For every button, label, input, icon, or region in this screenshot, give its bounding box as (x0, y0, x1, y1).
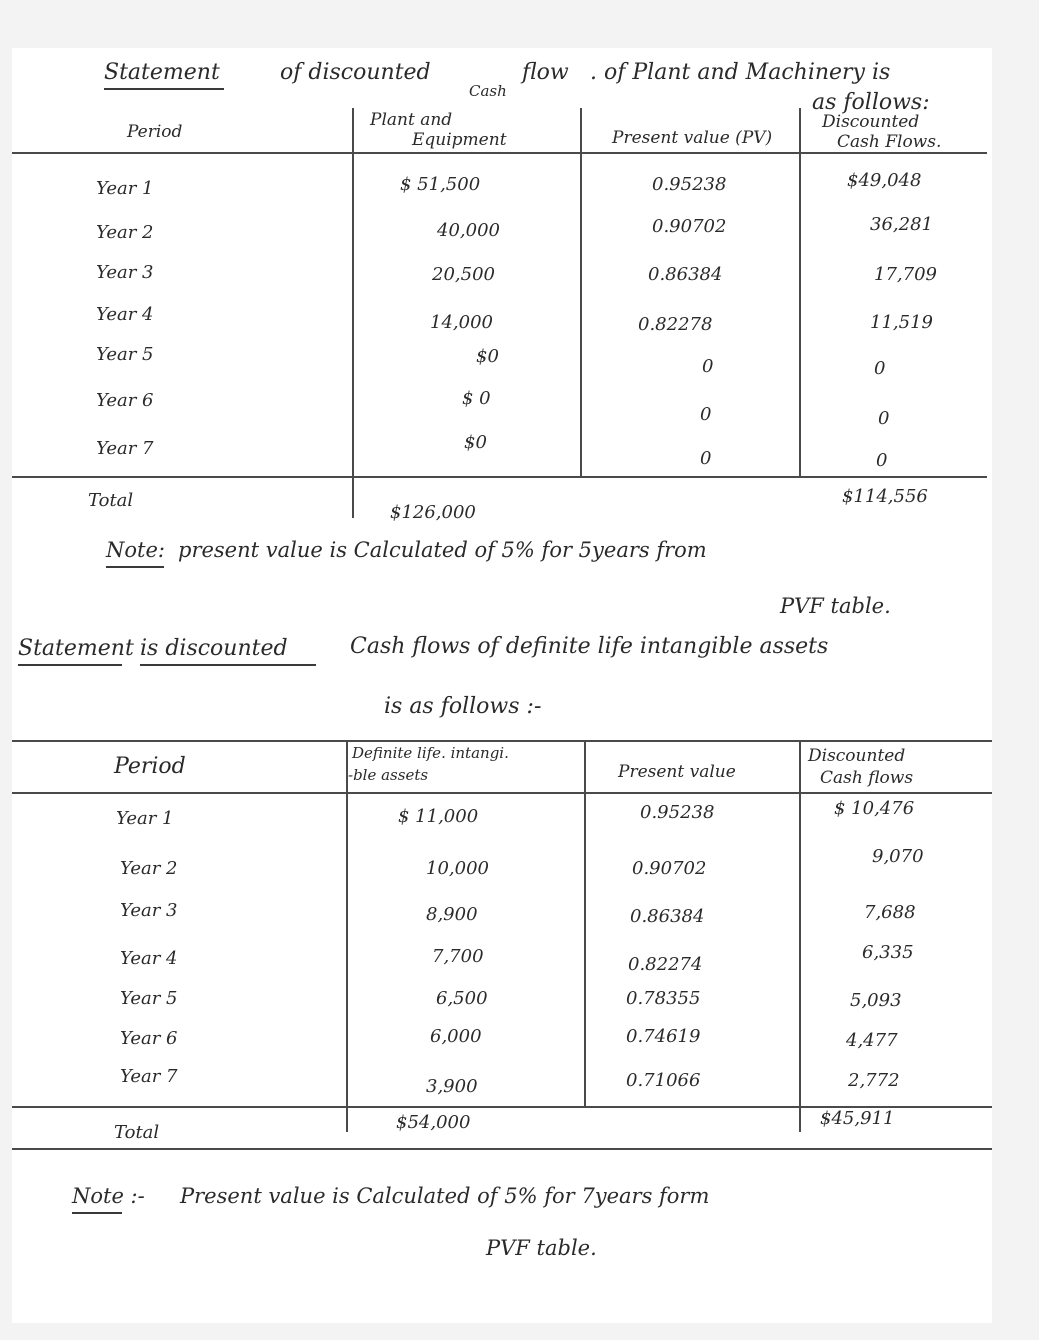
table2-header-rule (12, 792, 992, 794)
heading-underline (140, 664, 316, 666)
table2-bottom-rule (12, 1148, 992, 1150)
table2-cell-pv: 0.90702 (632, 858, 707, 879)
heading-underline (18, 664, 122, 666)
table1-col-discounted-line2: Cash Flows. (837, 132, 942, 152)
table1-heading-subject: . of Plant and Machinery is (590, 60, 891, 85)
table1-cell-amount: 14,000 (430, 312, 493, 333)
table2-column-divider (346, 740, 348, 1132)
table2-col-asset-line2: -ble assets (348, 766, 429, 784)
table2-col-asset-line1: Definite life. intangi. (352, 744, 509, 762)
table1-cell-period: Year 1 (96, 178, 154, 199)
table1-total-amount: $126,000 (390, 502, 476, 523)
table1-cell-discounted: 0 (876, 450, 888, 471)
table2-total-amount: $54,000 (396, 1112, 471, 1133)
table1-cell-period: Year 5 (96, 344, 154, 365)
table1-total-rule (12, 476, 987, 478)
table2-cell-amount: $ 11,000 (398, 806, 479, 827)
table1-note-line2: PVF table. (780, 594, 891, 618)
table1-note-label: Note: (106, 538, 165, 562)
table2-cell-period: Year 2 (120, 858, 178, 879)
table1-cell-discounted: 36,281 (870, 214, 933, 235)
table2-total-discounted: $45,911 (820, 1108, 895, 1129)
table1-heading-discounted: of discounted (280, 60, 431, 85)
table1-col-discounted-line1: Discounted (822, 112, 920, 132)
table2-cell-discounted: 9,070 (872, 846, 924, 867)
table1-cell-period: Year 3 (96, 262, 154, 283)
note-underline (106, 566, 164, 568)
table1-cell-pv: 0 (700, 404, 712, 425)
table1-heading-flow: flow (522, 60, 569, 85)
table1-cell-amount: 40,000 (437, 220, 500, 241)
table1-cell-pv: 0.95238 (652, 174, 727, 195)
table2-cell-pv: 0.86384 (630, 906, 705, 927)
table1-column-divider (799, 108, 801, 478)
table1-col-present-value: Present value (PV) (612, 128, 773, 148)
table2-cell-period: Year 5 (120, 988, 178, 1009)
table1-cell-discounted: 17,709 (874, 264, 937, 285)
table1-column-divider (352, 108, 354, 518)
table2-cell-discounted: 6,335 (862, 942, 914, 963)
table2-cell-discounted: 2,772 (848, 1070, 900, 1091)
table2-cell-amount: 8,900 (426, 904, 478, 925)
table2-heading-word-statement: Statement (18, 636, 134, 661)
table2-cell-period: Year 3 (120, 900, 178, 921)
heading-underline (104, 88, 224, 90)
table2-cell-pv: 0.78355 (626, 988, 701, 1009)
table2-cell-discounted: 4,477 (846, 1030, 898, 1051)
table1-heading-cash: Cash (469, 82, 507, 100)
table1-heading-follows: as follows: (812, 90, 930, 115)
table1-col-period: Period (127, 122, 183, 142)
table2-total-label: Total (114, 1122, 160, 1143)
table1-cell-pv: 0.86384 (648, 264, 723, 285)
table1-note-line1: present value is Calculated of 5% for 5years from (178, 538, 707, 562)
table1-cell-pv: 0.90702 (652, 216, 727, 237)
table2-heading-discounted: is discounted (140, 636, 288, 661)
table2-cell-pv: 0.71066 (626, 1070, 701, 1091)
table1-cell-amount: $ 51,500 (400, 174, 481, 195)
table2-cell-pv: 0.95238 (640, 802, 715, 823)
table2-cell-amount: 10,000 (426, 858, 489, 879)
table2-col-period: Period (114, 754, 186, 779)
table2-note-line2: PVF table. (486, 1236, 597, 1260)
table2-cell-discounted: 7,688 (864, 902, 916, 923)
table2-cell-period: Year 7 (120, 1066, 178, 1087)
table2-cell-amount: 6,000 (430, 1026, 482, 1047)
table2-cell-discounted: $ 10,476 (834, 798, 915, 819)
table1-cell-period: Year 4 (96, 304, 154, 325)
table1-cell-amount: 20,500 (432, 264, 495, 285)
table2-col-discounted-line2: Cash flows (820, 768, 914, 788)
table1-cell-amount: $0 (476, 346, 499, 367)
table1-column-divider (580, 108, 582, 478)
table2-cell-pv: 0.74619 (626, 1026, 701, 1047)
table2-note-label: Note :- (72, 1184, 145, 1208)
table2-note-line1: Present value is Calculated of 5% for 7years form (180, 1184, 710, 1208)
table1-cell-period: Year 2 (96, 222, 154, 243)
table2-cell-amount: 7,700 (432, 946, 484, 967)
table2-column-divider (584, 740, 586, 1108)
table1-cell-pv: 0 (702, 356, 714, 377)
table1-cell-discounted: 0 (878, 408, 890, 429)
table2-cell-period: Year 1 (116, 808, 174, 829)
table1-col-asset-line2: Equipment (412, 130, 507, 150)
table2-cell-pv: 0.82274 (628, 954, 703, 975)
table1-cell-period: Year 6 (96, 390, 154, 411)
table2-cell-amount: 3,900 (426, 1076, 478, 1097)
table2-top-rule (12, 740, 992, 742)
note-underline (72, 1212, 122, 1214)
table2-heading-subject: Cash flows of definite life intangible assets (350, 634, 829, 659)
table2-cell-discounted: 5,093 (850, 990, 902, 1011)
table1-col-asset-line1: Plant and (370, 110, 453, 130)
table1-heading-word-statement: Statement (104, 60, 220, 85)
table1-cell-pv: 0.82278 (638, 314, 713, 335)
table1-cell-pv: 0 (700, 448, 712, 469)
table1-header-rule (12, 152, 987, 154)
table1-total-label: Total (88, 490, 134, 511)
worksheet-page (12, 48, 992, 1323)
table1-cell-period: Year 7 (96, 438, 154, 459)
table2-cell-period: Year 6 (120, 1028, 178, 1049)
table1-cell-discounted: 11,519 (870, 312, 933, 333)
table1-cell-discounted: $49,048 (847, 170, 922, 191)
table2-col-present-value: Present value (618, 762, 736, 782)
table2-col-discounted-line1: Discounted (808, 746, 906, 766)
table1-cell-amount: $ 0 (462, 388, 491, 409)
table1-cell-discounted: 0 (874, 358, 886, 379)
table1-total-discounted: $114,556 (842, 486, 928, 507)
table2-cell-amount: 6,500 (436, 988, 488, 1009)
table2-column-divider (799, 740, 801, 1132)
table1-cell-amount: $0 (464, 432, 487, 453)
table2-cell-period: Year 4 (120, 948, 178, 969)
table2-heading-follows: is as follows :- (384, 694, 542, 719)
